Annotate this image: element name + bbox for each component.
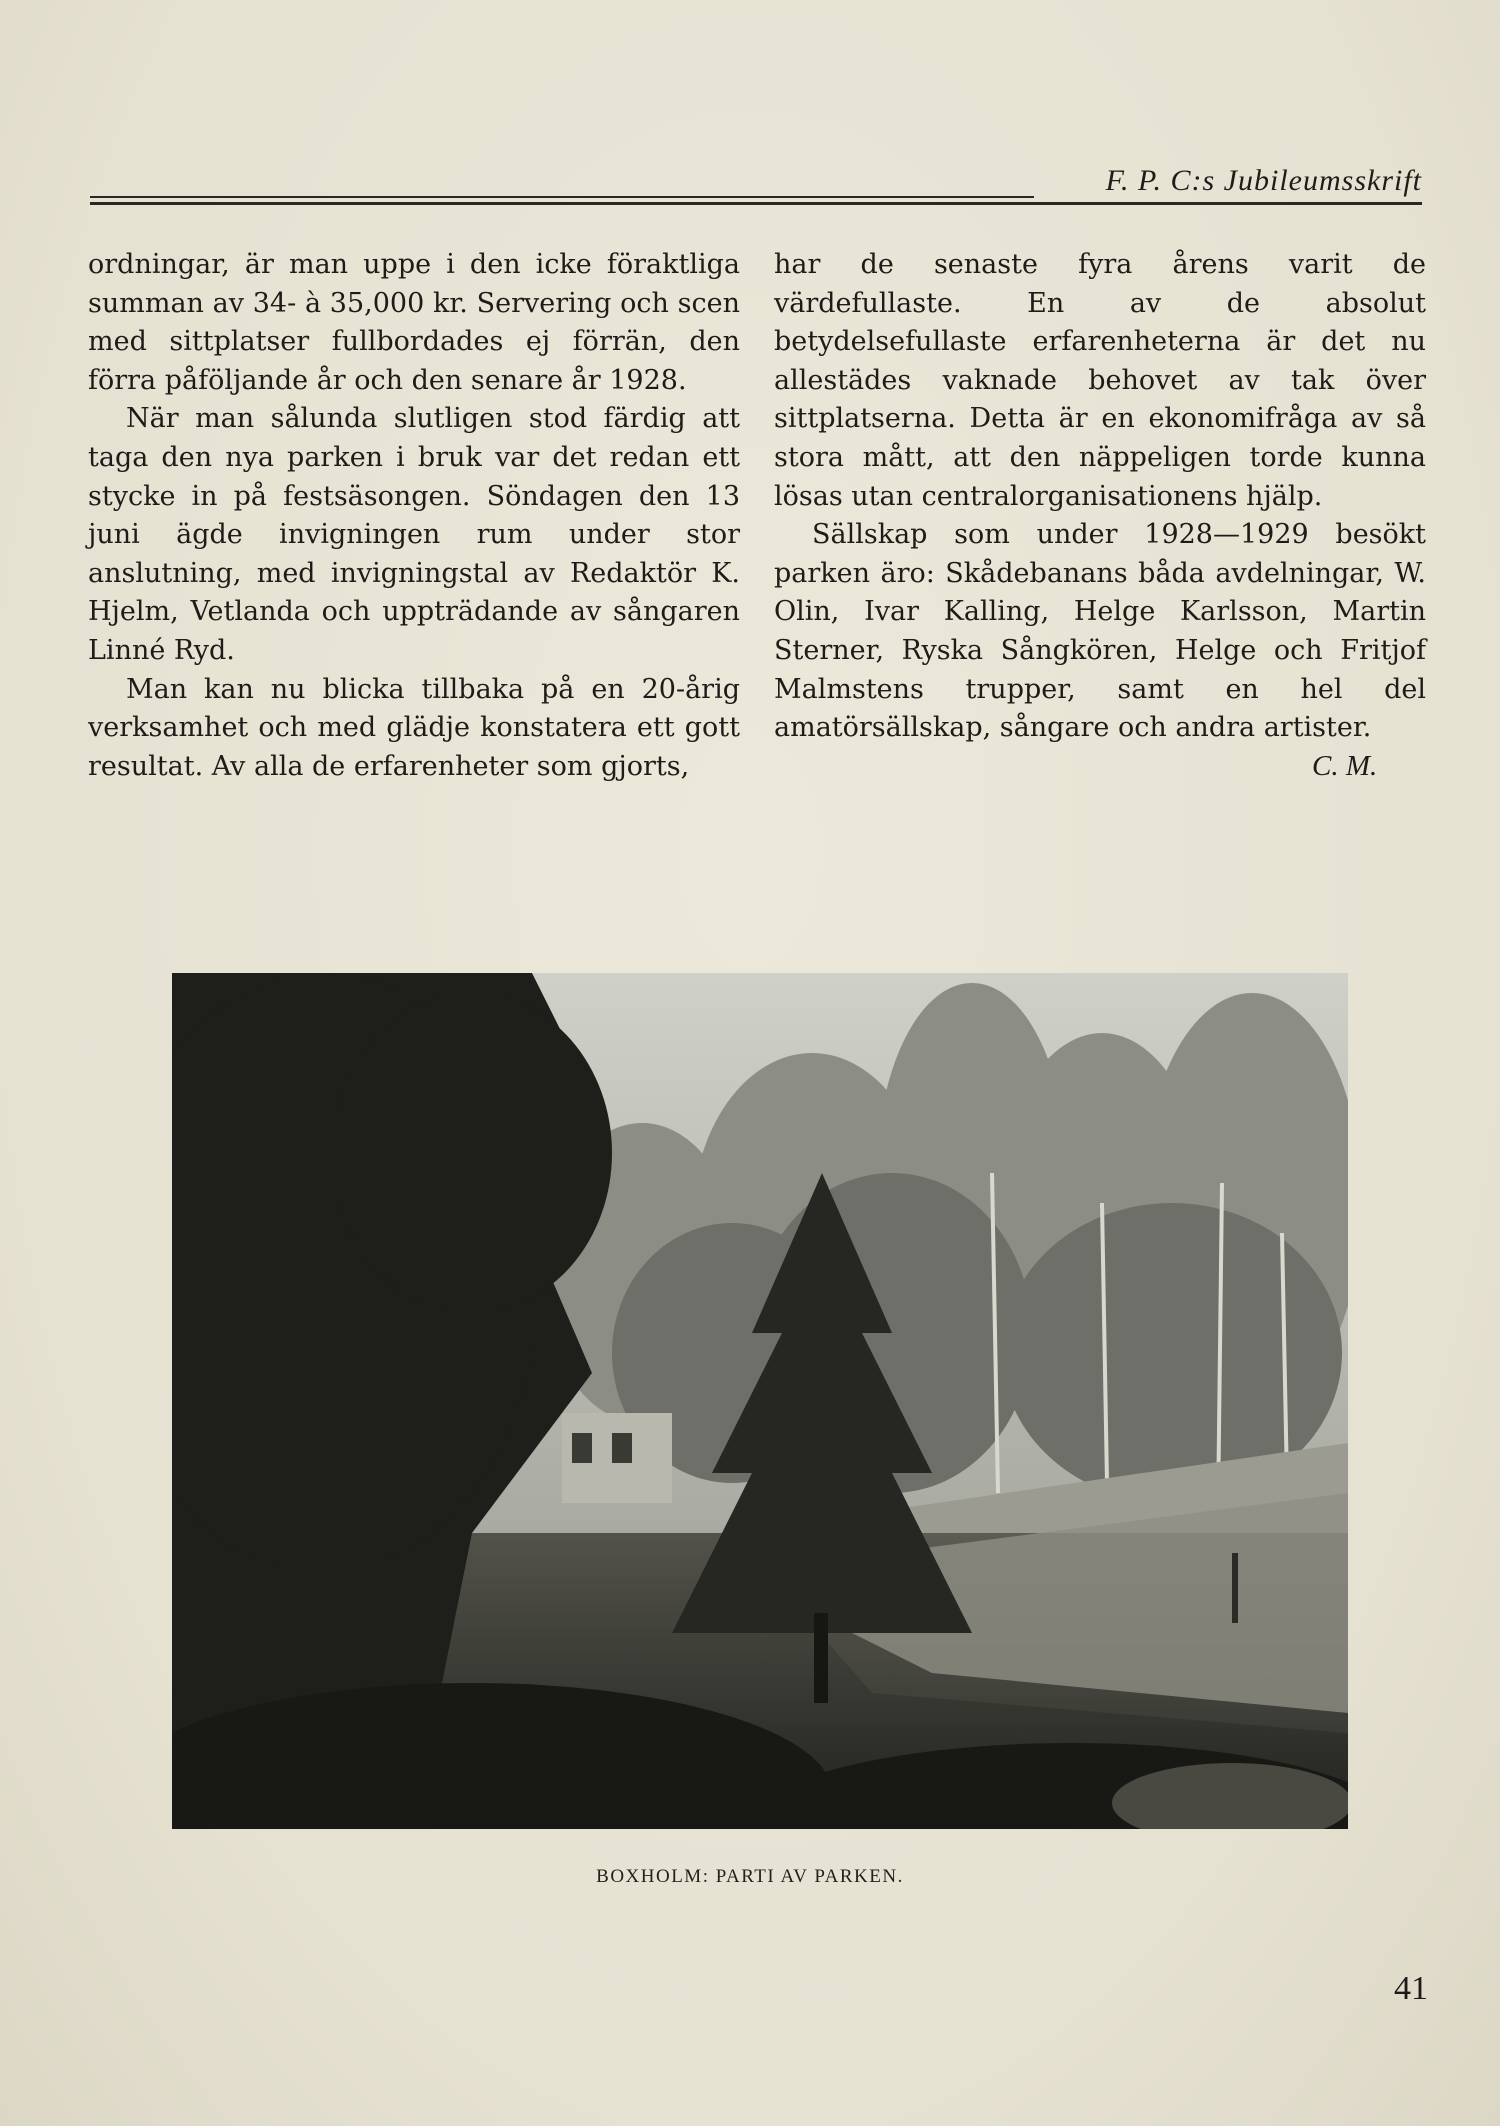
page-number: 41 (1394, 1970, 1428, 2007)
paragraph: har de senaste fyra årens varit de värdefullaste. En av de absolut betydelsefullaste erfarenheterna är det nu allestädes vaknade behovet av tak över sittplatserna. Detta är en ekonomifråga av så stora mått, att den näppeligen torde kunna lösas utan centralorganisationens hjälp. (774, 249, 1426, 512)
left-text-column (88, 246, 740, 786)
header-rule-thin (90, 196, 1034, 198)
park-photograph (172, 973, 1348, 1829)
paragraph: När man sålunda slutligen stod färdig att taga den nya parken i bruk var det redan ett stycke in på festsäsongen. Söndagen den 13 juni ägde invigningen rum under stor anslutning, med invigningstal av Redaktör K. Hjelm, Vetlanda och uppträdande av sångaren Linné Ryd. (88, 403, 740, 666)
header-rule-thick (90, 202, 1422, 205)
park-photo-illustration (172, 973, 1348, 1829)
running-header: F. P. C:s Jubileumsskrift (1105, 164, 1422, 197)
photo-caption: BOXHOLM: PARTI AV PARKEN. (596, 1866, 904, 1887)
author-signature: C. M. (1312, 750, 1378, 782)
paragraph: ordningar, är man uppe i den icke föraktliga summan av 34- à 35,000 kr. Servering och scen med sittplatser fullbordades ej förrän, den förra påföljande år och den senare år 1928. (88, 249, 740, 396)
paragraph: Sällskap som under 1928—1929 besökt parken äro: Skådebanans båda avdelningar, W. Olin, Ivar Kalling, Helge Karlsson, Martin Sterner, Ryska Sångkören, Helge och Fritjof Malmstens trupper, samt en hel del amatörsällskap, sångare och andra artister. (774, 519, 1426, 744)
right-text-column (774, 246, 1426, 748)
paragraph: Man kan nu blicka tillbaka på en 20-årig verksamhet och med glädje konstatera ett gott resultat. Av alla de erfarenheter som gjorts, (88, 673, 740, 782)
